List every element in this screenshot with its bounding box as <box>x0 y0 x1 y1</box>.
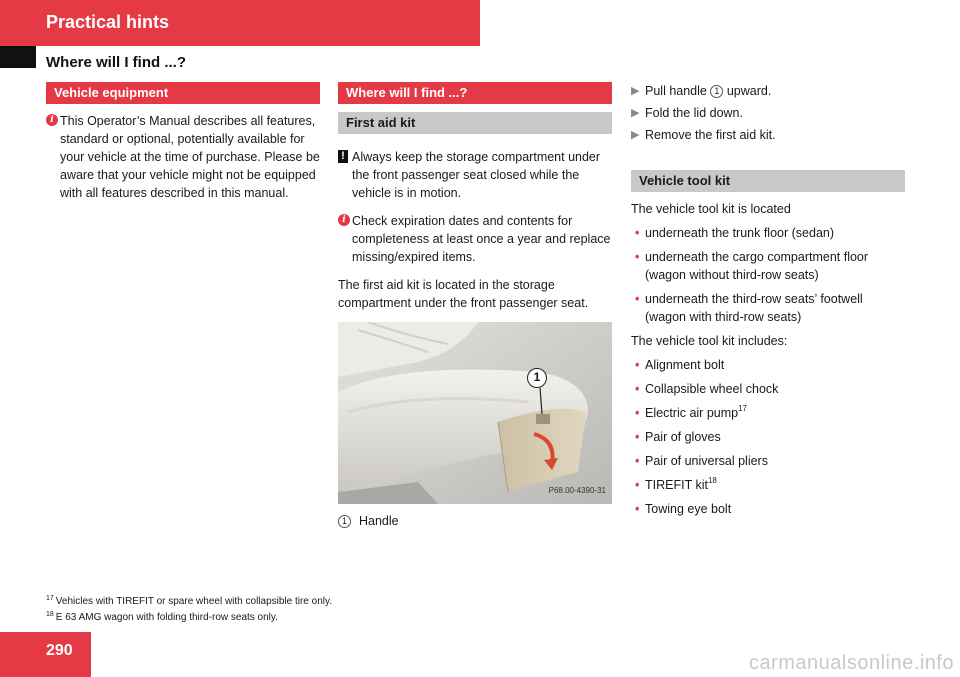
bullet-icon: • <box>635 292 640 306</box>
top-section-bar <box>0 0 480 46</box>
page-number: 290 <box>46 642 73 659</box>
tool-item-text: Collapsible wheel chock <box>645 382 779 396</box>
location-item <box>631 290 905 326</box>
step-pull-handle <box>631 82 905 100</box>
page-title: Where will I find ...? <box>46 54 187 71</box>
tool-item <box>631 404 905 422</box>
tool-item-text: Electric air pump <box>645 406 739 420</box>
tool-item <box>631 476 905 494</box>
step2-text: Fold the lid down. <box>645 106 743 120</box>
bullet-icon: • <box>635 382 640 396</box>
bullet-icon: • <box>635 478 640 492</box>
tool-item <box>631 356 905 374</box>
caption-text: Handle <box>359 514 399 528</box>
bullet-icon: • <box>635 502 640 516</box>
tool-kit-located-intro: The vehicle tool kit is located <box>631 202 791 216</box>
page-number-box <box>0 632 91 677</box>
bullet-icon: • <box>635 454 640 468</box>
expiration-info-text: Check expiration dates and contents for completeness at least once a year and replace missing/expired items. <box>352 214 611 264</box>
step1-text-before: Pull handle <box>645 84 707 98</box>
column-vehicle-tool-kit <box>631 82 905 524</box>
column-vehicle-equipment <box>46 82 320 212</box>
bullet-icon: • <box>635 250 640 264</box>
location-item <box>631 248 905 284</box>
first-aid-kit-heading: First aid kit <box>338 112 612 134</box>
where-find-heading: Where will I find ...? <box>338 82 612 104</box>
tool-item <box>631 380 905 398</box>
vehicle-equipment-heading: Vehicle equipment <box>46 82 320 104</box>
tool-item-text: Pair of gloves <box>645 430 721 444</box>
handle-callout: 1 <box>527 368 547 388</box>
step-arrow-icon: ▶ <box>631 129 640 141</box>
vehicle-tool-kit-heading: Vehicle tool kit <box>631 170 905 192</box>
footnote-18 <box>46 610 332 626</box>
bullet-icon: • <box>635 406 640 420</box>
footnote-18-text: E 63 AMG wagon with folding third-row seats only. <box>55 612 278 623</box>
bullet-icon: • <box>635 358 640 372</box>
footnote-17 <box>46 594 332 610</box>
footnote-ref-17: 17 <box>738 404 747 413</box>
first-aid-location-text: The first aid kit is located in the storage compartment under the front passenger seat. <box>338 278 589 310</box>
location-item-text: underneath the trunk floor (sedan) <box>645 226 835 240</box>
location-item-text: underneath the cargo compartment floor (wagon without third-row seats) <box>645 250 869 282</box>
storage-warning <box>338 148 612 202</box>
footnote-18-number: 18 <box>46 611 54 618</box>
tool-item-text: Towing eye bolt <box>645 502 732 516</box>
bullet-icon: • <box>635 430 640 444</box>
footnote-17-text: Vehicles with TIREFIT or spare wheel with collapsible tire only. <box>55 596 333 607</box>
step-arrow-icon: ▶ <box>631 85 640 97</box>
tool-item-text: TIREFIT kit <box>645 478 708 492</box>
bullet-icon: • <box>635 226 640 240</box>
tool-item-text: Pair of universal pliers <box>645 454 768 468</box>
location-item <box>631 224 905 242</box>
image-code: P68.00-4390-31 <box>548 486 606 495</box>
warning-icon: ! <box>338 150 348 163</box>
tool-item-text: Alignment bolt <box>645 358 725 372</box>
seat-storage-illustration <box>338 322 612 504</box>
step1-text-after: upward. <box>726 84 772 98</box>
column-first-aid-kit <box>338 82 612 530</box>
step-remove-kit <box>631 126 905 144</box>
location-item-text: underneath the third-row seats’ footwell (wagon with third-row seats) <box>645 292 863 324</box>
step1-number: 1 <box>710 85 723 98</box>
footnotes <box>46 594 332 626</box>
black-tab-marker <box>0 46 36 68</box>
step-fold-lid <box>631 104 905 122</box>
footnote-17-number: 17 <box>46 595 54 602</box>
operator-manual-note-text: This Operator’s Manual describes all features, standard or optional, potentially available for your vehicle at the time of purchase. Please be aware that your vehicle might not be equipped with all features described in this manual. <box>60 114 320 200</box>
caption-number: 1 <box>338 515 351 528</box>
step-arrow-icon: ▶ <box>631 107 640 119</box>
tool-item <box>631 452 905 470</box>
expiration-info <box>338 212 612 266</box>
info-icon: i <box>46 114 58 126</box>
seat-storage-photo <box>338 322 612 504</box>
operator-manual-note <box>46 112 320 202</box>
section-title: Practical hints <box>46 12 170 32</box>
watermark-link[interactable]: carmanualsonline.info <box>748 652 954 674</box>
storage-warning-text: Always keep the storage compartment under the front passenger seat closed while the vehicle is in motion. <box>352 150 601 200</box>
footnote-ref-18: 18 <box>707 476 717 485</box>
tool-item <box>631 500 905 518</box>
tool-item <box>631 428 905 446</box>
tool-kit-includes-intro: The vehicle tool kit includes: <box>631 334 788 348</box>
info-icon: i <box>338 214 350 226</box>
photo-caption <box>338 512 612 530</box>
step3-text: Remove the first aid kit. <box>645 128 776 142</box>
